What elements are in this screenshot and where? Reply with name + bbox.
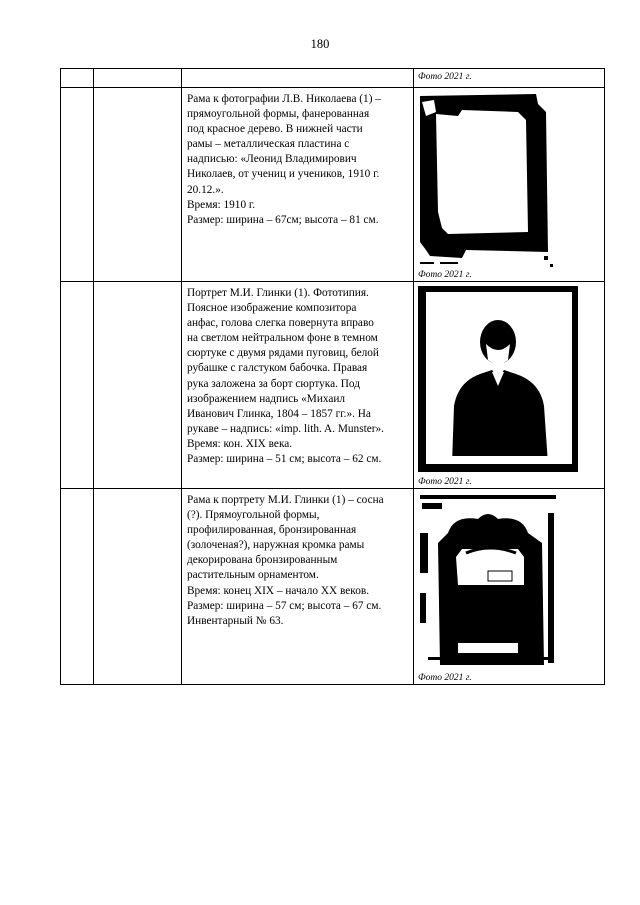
table-cell-photo [414, 69, 605, 88]
photo-caption: Фото 2021 г. [418, 673, 472, 683]
description-line: Портрет М.И. Глинки (1). Фототипия. [187, 287, 369, 299]
description-line: Иванович Глинка, 1804 – 1857 гг.». На [187, 407, 371, 420]
item-description [182, 88, 413, 232]
frame-photo [418, 92, 558, 268]
description-line: под красное дерево. В нижней части [187, 123, 363, 136]
photo-caption: Фото 2021 г. [418, 72, 472, 82]
description-line: рука заложена за борт сюртука. Под [187, 377, 360, 390]
description-line: растительным орнаментом. [187, 569, 319, 582]
description-line: Инвентарный № 63. [187, 614, 284, 627]
description-line: Рама к фотографии Л.В. Николаева (1) – [187, 93, 381, 105]
description-line: Размер: ширина – 57 см; высота – 67 см. [187, 599, 382, 612]
description-line: Время: кон. XIX века. [187, 437, 293, 450]
item-description [182, 489, 413, 633]
description-line: Размер: ширина – 67см; высота – 81 см. [187, 213, 379, 226]
description-line: (?). Прямоугольной формы, [187, 509, 320, 522]
description-line: рамы – металлическая пластина с [187, 138, 350, 151]
table-cell-description [182, 489, 414, 685]
catalog-table [60, 68, 605, 685]
description-line: Николаев, от учениц и учеников, 1910 г. [187, 168, 380, 181]
table-cell-description [182, 69, 414, 88]
description-line: профилированная, бронзированная [187, 524, 357, 537]
description-line: сюртуке с двумя рядами пуговиц, белой [187, 347, 379, 360]
table-cell-description [182, 282, 414, 489]
photo-caption: Фото 2021 г. [418, 270, 472, 280]
table-cell-number [61, 282, 94, 489]
description-line: Размер: ширина – 51 см; высота – 62 см. [187, 453, 382, 466]
description-line: Рама к портрету М.И. Глинки (1) – сосна [187, 494, 384, 506]
description-line: Время: конец XIX – начало XX веков. [187, 584, 370, 597]
portrait-photo [418, 286, 578, 472]
description-line: рубашке с галстуком бабочка. Правая [187, 362, 368, 375]
description-line: анфас, голова слегка повернута вправо [187, 317, 374, 330]
item-description [182, 282, 413, 471]
description-line: 20.12.». [187, 183, 224, 196]
description-line: изображением надпись «Михаил [187, 392, 346, 405]
description-line: на светлом нейтральном фоне в темном [187, 332, 378, 345]
photo-caption: Фото 2021 г. [418, 477, 472, 487]
table-row [61, 69, 605, 88]
table-row [61, 88, 605, 282]
table-cell-name [94, 88, 182, 282]
description-line: надписью: «Леонид Владимирович [187, 153, 357, 166]
frame-photo [418, 493, 558, 669]
table-cell-name [94, 489, 182, 685]
description-line: Время: 1910 г. [187, 198, 256, 211]
description-line: декорирована бронзированным [187, 554, 338, 567]
table-row [61, 489, 605, 685]
table-cell-photo [414, 489, 605, 685]
description-line: прямоугольной формы, фанерованная [187, 108, 370, 121]
table-cell-photo [414, 88, 605, 282]
table-cell-number [61, 489, 94, 685]
table-cell-description [182, 88, 414, 282]
table-cell-number [61, 88, 94, 282]
table-row [61, 282, 605, 489]
table-cell-name [94, 69, 182, 88]
description-line: (золоченая?), наружная кромка рамы [187, 539, 365, 552]
table-cell-number [61, 69, 94, 88]
description-line: рукаве – надпись: «imp. lith. A. Munster». [187, 422, 384, 435]
page-number: 180 [310, 37, 330, 51]
table-cell-name [94, 282, 182, 489]
description-line: Поясное изображение композитора [187, 302, 357, 315]
table-cell-photo [414, 282, 605, 489]
